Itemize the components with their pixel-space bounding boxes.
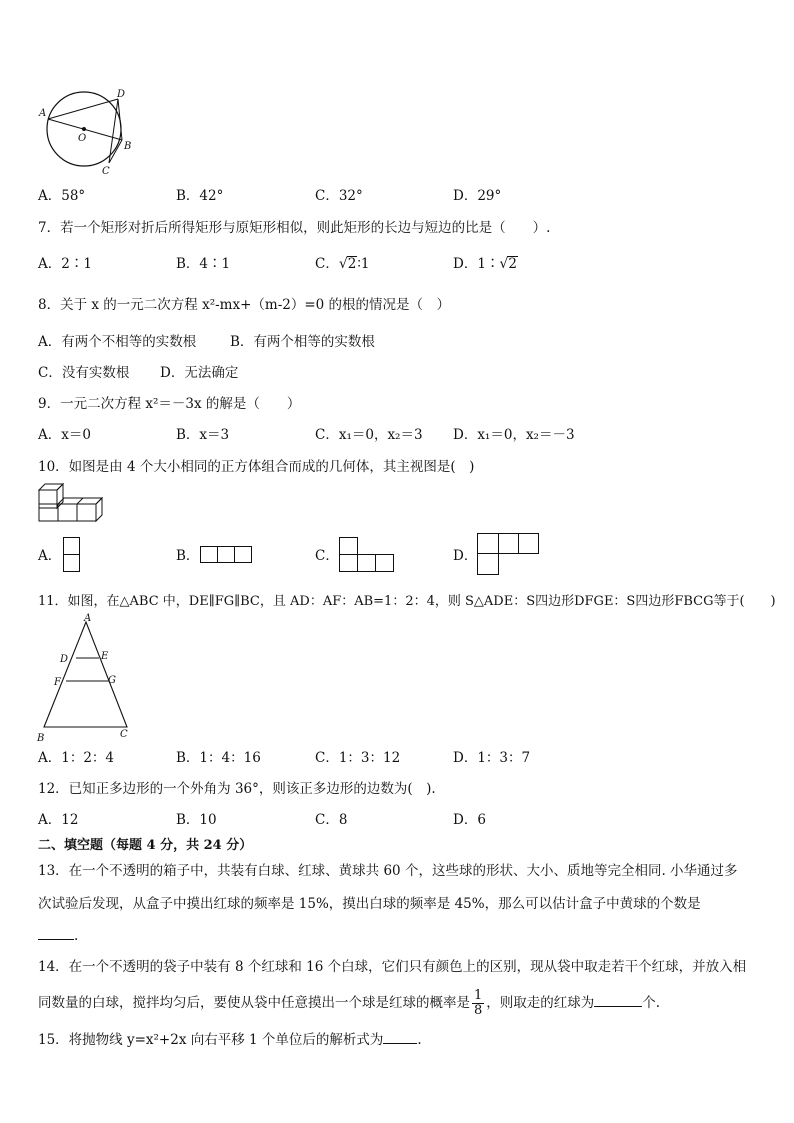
q15-end: .	[417, 1032, 422, 1048]
fraction-numerator: 1	[474, 988, 483, 1003]
answer-blank[interactable]	[594, 994, 642, 1007]
q8-option-c[interactable]: C．没有实数根	[38, 365, 130, 381]
q10-option-b[interactable]: B．	[176, 548, 200, 564]
q7-option-c[interactable]	[315, 255, 369, 273]
label-g: G	[108, 675, 116, 686]
q12-option-a[interactable]: A．12	[38, 812, 79, 828]
q11-option-a[interactable]: A．1：2：4	[38, 750, 115, 766]
q8-option-a[interactable]: A．有两个不相等的实数根	[38, 334, 197, 350]
label-d: D	[60, 654, 69, 665]
q6-option-a[interactable]: A．58°	[38, 188, 86, 204]
q8-option-d[interactable]: D．无法确定	[160, 365, 239, 381]
q12-option-d[interactable]: D．6	[453, 812, 486, 828]
section-title: 二、填空题（每题 4 分，共 24 分）	[38, 838, 253, 853]
q10-text: 10．如图是由 4 个大小相同的正方体组合而成的几何体，其主视图是( )	[38, 459, 475, 475]
q7-c-suffix: ∶1	[357, 256, 370, 272]
q8-option-b[interactable]: B．有两个相等的实数根	[230, 334, 375, 350]
q12-option-c[interactable]: C．8	[315, 812, 348, 828]
q12-option-b[interactable]: B．10	[176, 812, 217, 828]
circle-figure	[36, 86, 146, 178]
label-e: E	[101, 651, 109, 662]
answer-blank[interactable]	[38, 927, 74, 940]
q6-option-c[interactable]: C．32°	[315, 188, 363, 204]
q15-pre: 15．将抛物线 y=x²+2x 向右平移 1 个单位后的解析式为	[38, 1032, 384, 1048]
q10-option-c[interactable]: C．	[315, 548, 339, 564]
q9-option-c[interactable]: C．x₁＝0，x₂＝3	[315, 427, 423, 443]
sqrt-sign-icon: √	[499, 256, 509, 272]
label-o: O	[78, 133, 87, 144]
sqrt-sign-icon: √	[338, 256, 348, 272]
q14-line2-end: 个.	[642, 995, 661, 1011]
q14-line2-pre: 同数量的白球，搅拌均匀后，要使从袋中任意摸出一个球是红球的概率是	[38, 995, 470, 1011]
q6-option-d[interactable]: D．29°	[453, 188, 502, 204]
q7-text: 7．若一个矩形对折后所得矩形与原矩形相似，则此矩形的长边与短边的比是（ ）.	[38, 220, 551, 236]
label-a: A	[84, 613, 92, 624]
q11-option-b[interactable]: B．1：4：16	[176, 750, 261, 766]
q13-period: .	[74, 928, 79, 944]
q8-text: 8．关于 x 的一元二次方程 x²-mx+（m-2）=0 的根的情况是（ ）	[38, 297, 451, 313]
q14-line1: 14．在一个不透明的袋子中装有 8 个红球和 16 个白球，它们只有颜色上的区别，现从袋中取走若干个红球，并放入相	[38, 959, 747, 975]
q11-text: 11．如图，在△ABC 中，DE∥FG∥BC，且 AD：AF：AB=1：2：4，则 S△ADE：S四边形DFGE：S四边形FBCG等于( )	[38, 594, 776, 609]
label-d: D	[117, 89, 126, 100]
q13-line2: 次试验后发现，从盒子中摸出红球的频率是 15%，摸出白球的频率是 45%，那么可以估计盒子中黄球的个数是	[38, 896, 701, 912]
q11-option-d[interactable]: D．1：3：7	[453, 750, 531, 766]
q14-line2-mid: ，则取走的红球为	[486, 995, 595, 1011]
q9-option-b[interactable]: B．x＝3	[176, 427, 230, 443]
q13-line1: 13．在一个不透明的箱子中，共装有白球、红球、黄球共 60 个，这些球的形状、大小、质地等完全相同. 小华通过多	[38, 863, 738, 879]
q6-option-b[interactable]: B．42°	[176, 188, 224, 204]
label-f: F	[54, 677, 61, 688]
label-b: B	[124, 141, 132, 152]
label-c: C	[102, 166, 110, 177]
q10-option-d[interactable]: D．	[453, 548, 478, 564]
q7-c-prefix: C．	[315, 256, 339, 272]
q15-line	[38, 1031, 422, 1049]
label-a: A	[39, 108, 47, 119]
q9-option-d[interactable]: D．x₁＝0，x₂＝－3	[453, 427, 575, 443]
q9-text: 9．一元二次方程 x²＝－3x 的解是（ ）	[38, 396, 301, 412]
label-b: B	[37, 733, 45, 744]
q7-d-radicand: 2	[508, 256, 517, 272]
triangle-figure	[34, 612, 134, 744]
answer-blank[interactable]	[383, 1031, 417, 1044]
cube-figure	[36, 480, 106, 524]
q11-option-c[interactable]: C．1：3：12	[315, 750, 401, 766]
fraction-denominator: 8	[474, 1003, 483, 1018]
q9-option-a[interactable]: A．x＝0	[38, 427, 91, 443]
q7-c-radicand: 2	[347, 256, 357, 272]
q7-option-a[interactable]: A．2∶1	[38, 256, 92, 272]
q13-answer-line[interactable]	[38, 927, 78, 945]
label-c: C	[120, 729, 128, 740]
q7-option-d[interactable]	[453, 255, 518, 273]
q7-option-b[interactable]: B．4∶1	[176, 256, 231, 272]
q7-d-prefix: D．1∶	[453, 256, 500, 272]
fraction	[472, 989, 484, 1018]
q14-line2	[38, 985, 660, 1021]
q10-option-a[interactable]: A．	[38, 548, 62, 564]
q12-text: 12．已知正多边形的一个外角为 36°，则该正多边形的边数为( ).	[38, 781, 436, 797]
